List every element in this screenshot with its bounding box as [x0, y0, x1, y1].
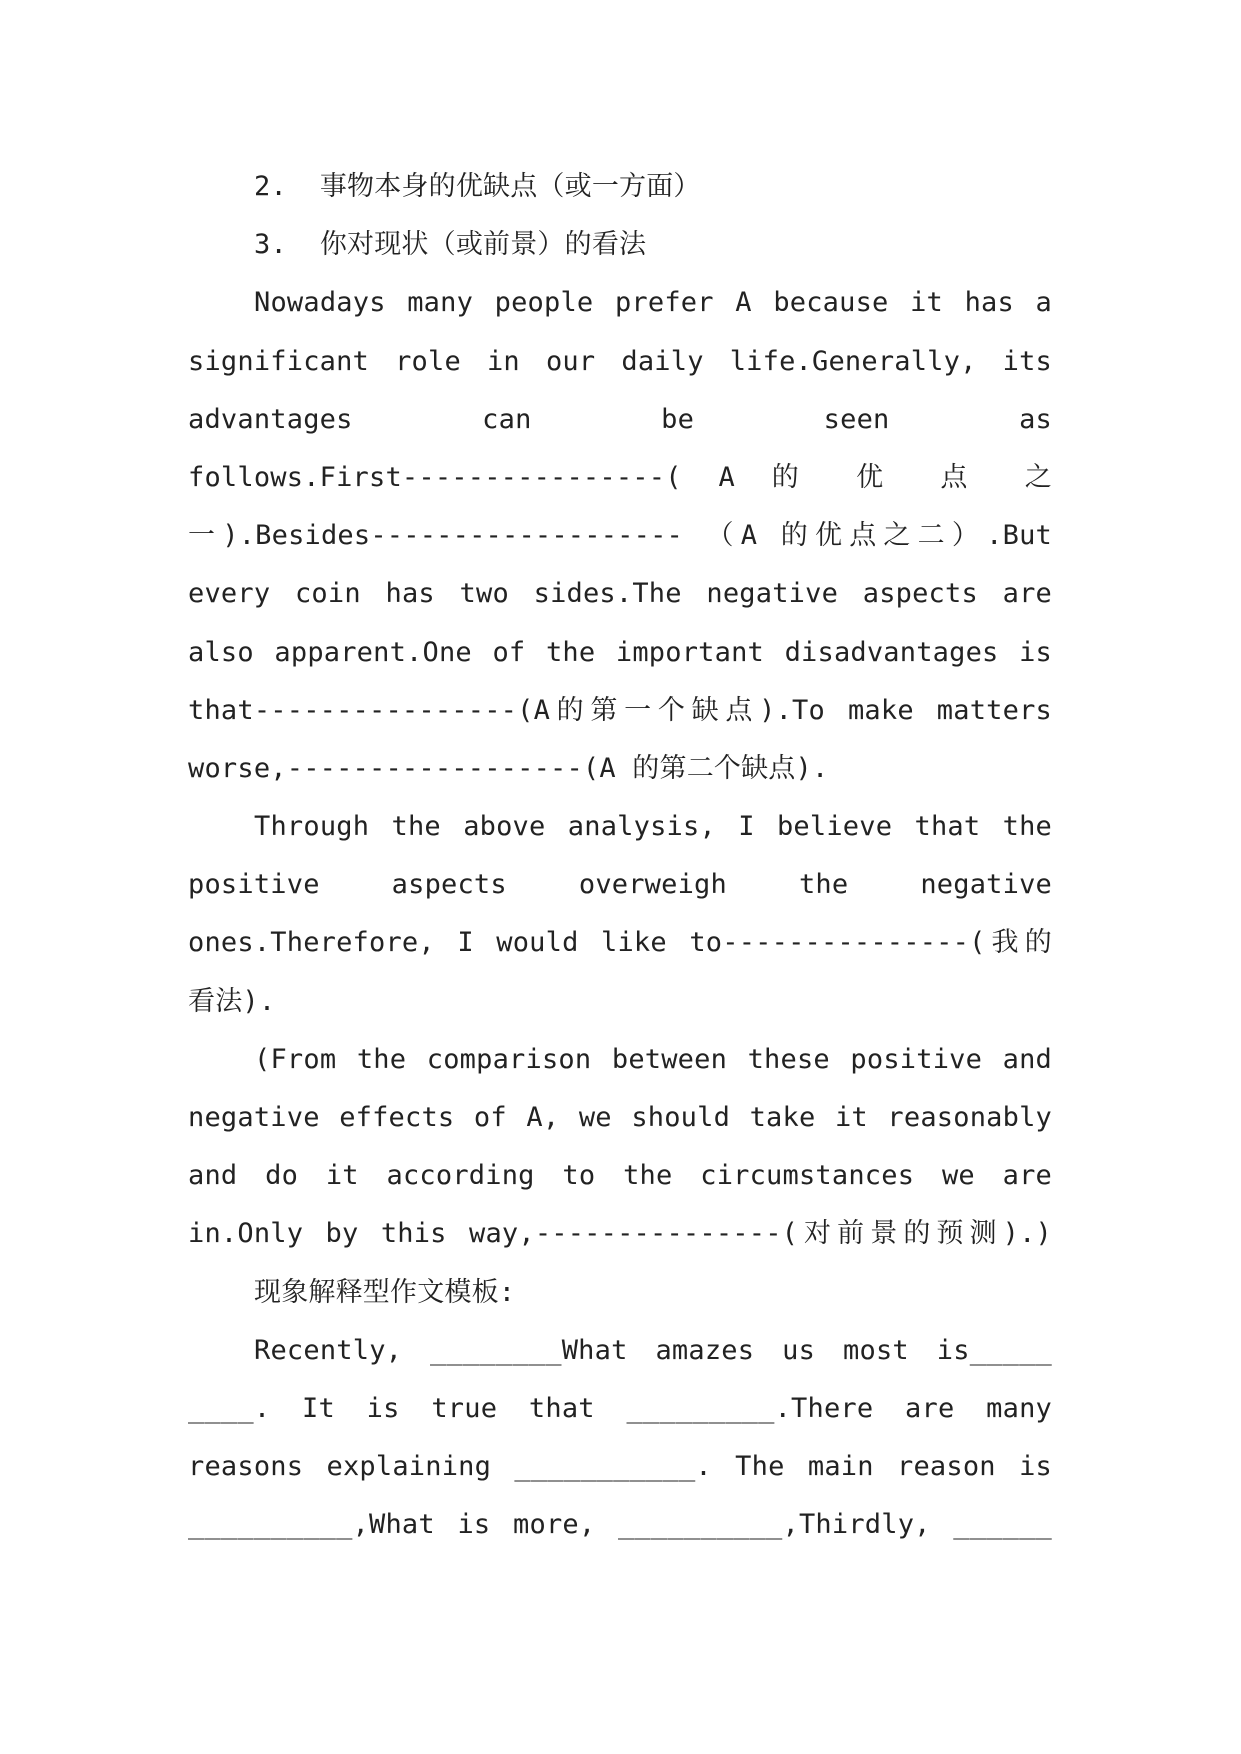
paragraph-line: ones.Therefore, I would like to---------------(我的 — [188, 927, 1052, 959]
paragraph-line: 看法). — [188, 985, 276, 1017]
paragraph-line: Nowadays many people prefer A because it has a — [254, 287, 1052, 319]
paragraph-line: worse,------------------(A 的第二个缺点). — [188, 752, 829, 784]
paragraph-line: and do it according to the circumstances we are — [188, 1160, 1052, 1192]
paragraph-line: 一).Besides------------------- （A 的优点之二）.But — [188, 520, 1052, 552]
paragraph-line: also apparent.One of the important disadvantages is — [188, 636, 1052, 668]
paragraph-line: in.Only by this way,---------------(对前景的预测).) — [188, 1218, 1052, 1250]
paragraph-line: (From the comparison between these positive and — [254, 1043, 1052, 1075]
template-line: ____. It is true that _________.There are many — [188, 1392, 1052, 1424]
paragraph-line: significant role in our daily life.Generally, its — [188, 345, 1052, 377]
template-line: __________,What is more, __________,Thirdly, ______ — [188, 1509, 1052, 1541]
paragraph-line: follows.First----------------( A 的 优 点 之 — [188, 461, 1052, 493]
paragraph-line: positive aspects overweigh the negative — [188, 869, 1052, 901]
document-page — [188, 158, 1052, 1555]
template-line: reasons explaining ___________. The main reason is — [188, 1451, 1052, 1483]
outline-item-3: 3. 你对现状（或前景）的看法 — [254, 229, 647, 261]
outline-item-2: 2. 事物本身的优缺点（或一方面） — [254, 171, 701, 202]
paragraph-line: advantages can be seen as — [188, 403, 1052, 435]
paragraph-line: that----------------(A的第一个缺点).To make matters — [188, 694, 1052, 726]
paragraph-line: every coin has two sides.The negative aspects are — [188, 578, 1052, 610]
paragraph-line: negative effects of A, we should take it reasonably — [188, 1102, 1052, 1133]
template-line: Recently, ________What amazes us most is_____ — [254, 1334, 1052, 1366]
paragraph-line: Through the above analysis, I believe that the — [254, 811, 1052, 843]
section-heading: 现象解释型作文模板: — [254, 1276, 516, 1308]
